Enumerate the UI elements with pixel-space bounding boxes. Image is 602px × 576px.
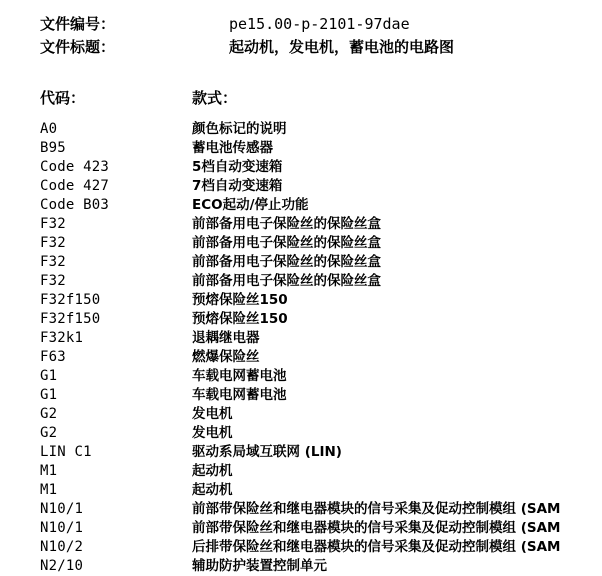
row-description: 前部备用电子保险丝的保险丝盒: [192, 235, 381, 251]
table-row: [40, 253, 602, 272]
row-code: F32f150: [40, 311, 101, 327]
row-code: F32: [40, 273, 66, 289]
table-row: [40, 538, 602, 557]
row-description: 车载电网蓄电池: [192, 387, 287, 403]
row-code: G1: [40, 387, 58, 403]
row-code: F32: [40, 235, 66, 251]
row-description: 7档自动变速箱: [192, 178, 283, 194]
table-row: [40, 348, 602, 367]
table-row: [40, 158, 602, 177]
table-row: [40, 443, 602, 462]
row-code: F32f150: [40, 292, 101, 308]
table-row: [40, 405, 602, 424]
column-header-description: 款式：: [192, 89, 238, 107]
row-code: N10/1: [40, 501, 84, 517]
row-code: G2: [40, 425, 58, 441]
file-title-label: 文件标题：: [40, 38, 116, 56]
table-row: [40, 120, 602, 139]
file-title-value: 起动机，发电机，蓄电池的电路图: [229, 38, 455, 56]
table-header: [40, 87, 600, 109]
component-table: [40, 120, 602, 576]
row-code: N10/2: [40, 539, 84, 555]
row-description: 前部备用电子保险丝的保险丝盒: [192, 273, 381, 289]
row-code: F63: [40, 349, 66, 365]
row-code: N2/10: [40, 558, 84, 574]
file-number-value: pe15.00-p-2101-97dae: [229, 15, 410, 33]
table-row: [40, 500, 602, 519]
row-description: 燃爆保险丝: [192, 349, 260, 365]
row-code: B95: [40, 140, 66, 156]
row-description: 5档自动变速箱: [192, 159, 283, 175]
row-code: M1: [40, 482, 58, 498]
file-title-row: [40, 36, 600, 58]
table-row: [40, 291, 602, 310]
table-row: [40, 386, 602, 405]
file-number-row: [40, 13, 600, 35]
row-description: 前部备用电子保险丝的保险丝盒: [192, 216, 381, 232]
row-code: F32: [40, 216, 66, 232]
table-row: [40, 215, 602, 234]
row-description: 驱动系局域互联网 (LIN): [192, 444, 342, 460]
row-description: 前部带保险丝和继电器模块的信号采集及促动控制模组 (SAM: [192, 501, 561, 517]
table-row: [40, 196, 602, 215]
table-row: [40, 177, 602, 196]
table-row: [40, 557, 602, 576]
row-code: LIN C1: [40, 444, 92, 460]
row-description: 起动机: [192, 463, 233, 479]
row-code: F32k1: [40, 330, 84, 346]
row-code: Code 427: [40, 178, 110, 194]
row-code: G2: [40, 406, 58, 422]
row-code: F32: [40, 254, 66, 270]
row-description: 退耦继电器: [192, 330, 260, 346]
row-description: 蓄电池传感器: [192, 140, 273, 156]
row-description: 前部带保险丝和继电器模块的信号采集及促动控制模组 (SAM: [192, 520, 561, 536]
table-row: [40, 139, 602, 158]
row-description: 预熔保险丝150: [192, 311, 288, 327]
row-code: N10/1: [40, 520, 84, 536]
row-description: 起动机: [192, 482, 233, 498]
table-row: [40, 234, 602, 253]
file-number-label: 文件编号：: [40, 15, 116, 33]
row-description: 预熔保险丝150: [192, 292, 288, 308]
row-description: 车载电网蓄电池: [192, 368, 287, 384]
row-code: Code 423: [40, 159, 110, 175]
row-description: 后排带保险丝和继电器模块的信号采集及促动控制模组 (SAM: [192, 539, 561, 555]
row-description: ECO起动/停止功能: [192, 197, 309, 213]
table-row: [40, 424, 602, 443]
table-row: [40, 481, 602, 500]
table-row: [40, 272, 602, 291]
row-description: 前部备用电子保险丝的保险丝盒: [192, 254, 381, 270]
table-row: [40, 462, 602, 481]
row-code: M1: [40, 463, 58, 479]
row-description: 发电机: [192, 406, 233, 422]
row-code: Code B03: [40, 197, 110, 213]
row-description: 颜色标记的说明: [192, 121, 287, 137]
table-row: [40, 367, 602, 386]
row-code: A0: [40, 121, 58, 137]
table-row: [40, 329, 602, 348]
row-description: 辅助防护装置控制单元: [192, 558, 327, 574]
row-code: G1: [40, 368, 58, 384]
column-header-code: 代码：: [40, 89, 86, 107]
row-description: 发电机: [192, 425, 233, 441]
table-row: [40, 310, 602, 329]
table-row: [40, 519, 602, 538]
